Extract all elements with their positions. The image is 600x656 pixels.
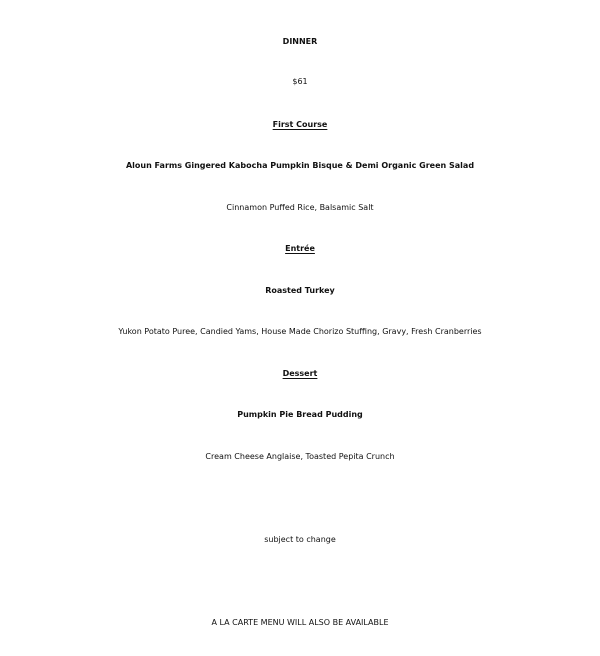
- course-description-first: Cinnamon Puffed Rice, Balsamic Salt: [226, 203, 374, 212]
- menu-title: DINNER: [282, 37, 318, 46]
- course-description-dessert: Cream Cheese Anglaise, Toasted Pepita Crunch: [205, 452, 395, 461]
- course-heading-entree: Entrée: [285, 244, 315, 253]
- disclaimer-text: subject to change: [264, 535, 336, 544]
- course-item-entree: Roasted Turkey: [265, 286, 335, 295]
- course-heading-first: First Course: [272, 120, 328, 129]
- menu-price: $61: [292, 77, 308, 86]
- course-heading-dessert: Dessert: [282, 369, 318, 378]
- course-description-entree: Yukon Potato Puree, Candied Yams, House Made Chorizo Stuffing, Gravy, Fresh Cranberries: [118, 327, 482, 336]
- course-item-first: Aloun Farms Gingered Kabocha Pumpkin Bisque & Demi Organic Green Salad: [125, 161, 475, 170]
- course-item-dessert: Pumpkin Pie Bread Pudding: [237, 410, 363, 419]
- footer-note: A LA CARTE MENU WILL ALSO BE AVAILABLE: [211, 618, 389, 627]
